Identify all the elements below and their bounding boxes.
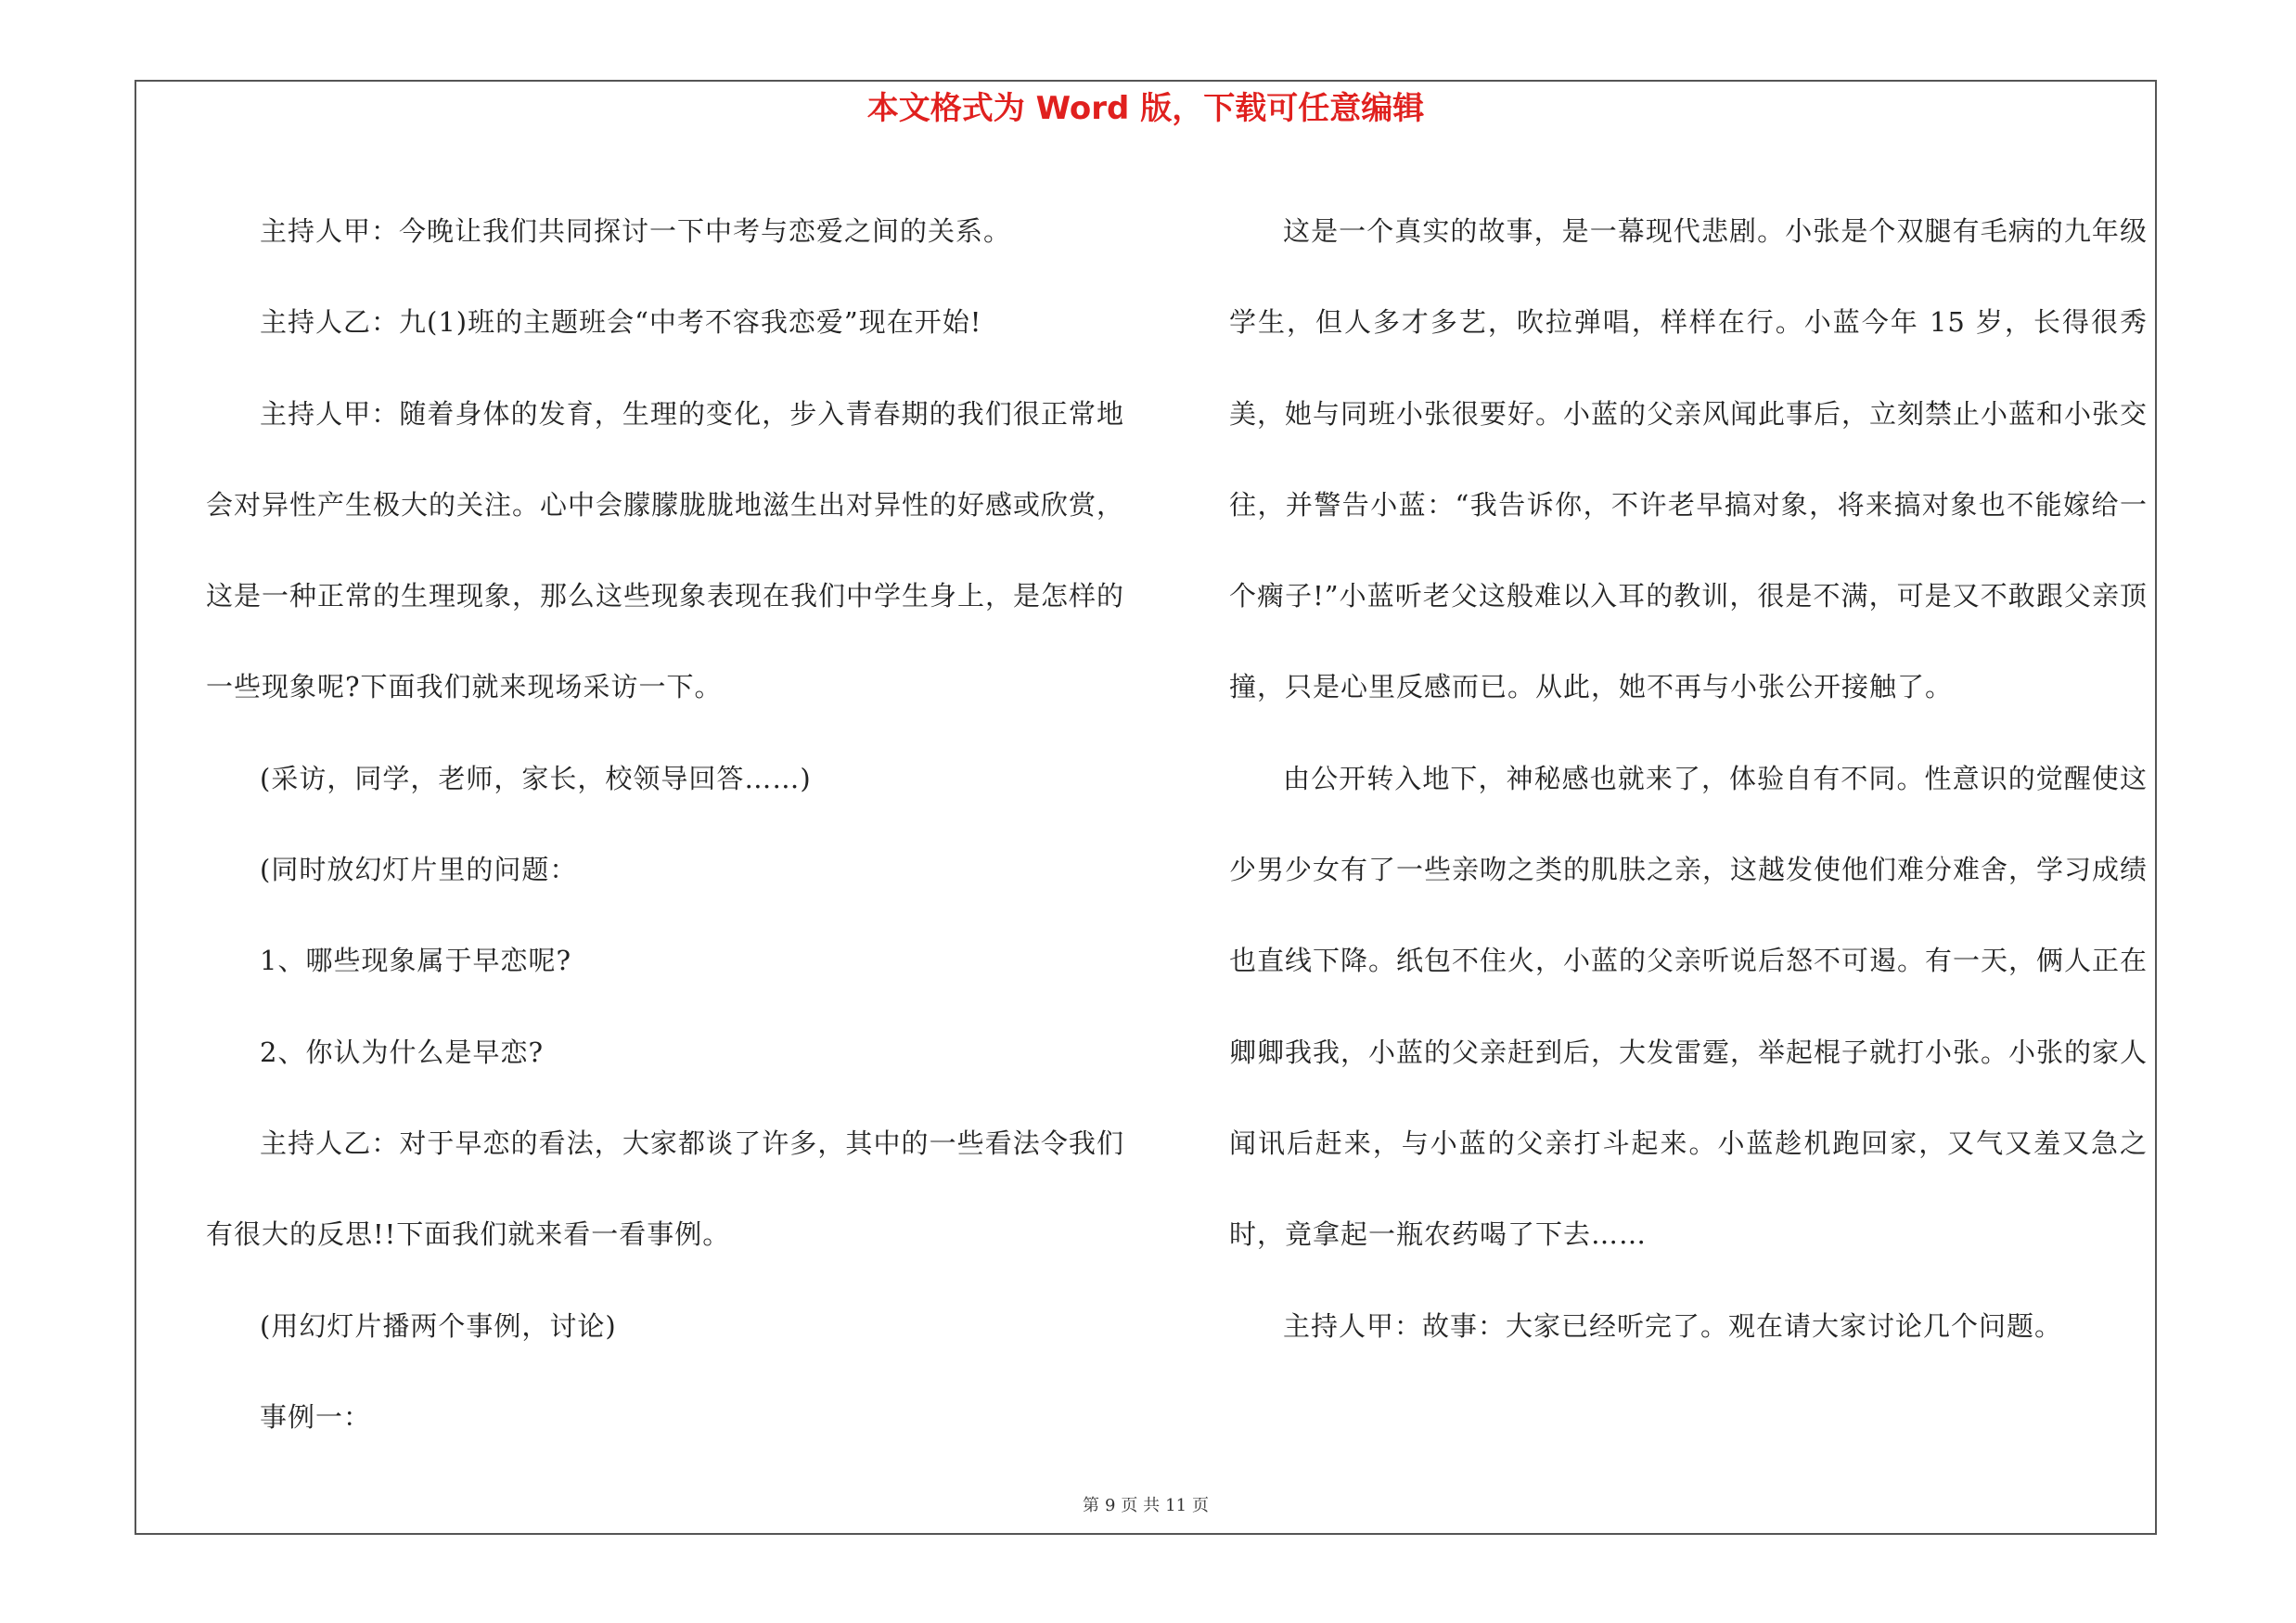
paragraph: (同时放幻灯片里的问题： <box>260 854 578 886</box>
page-footer <box>135 1494 2157 1518</box>
page-number: 9 <box>1104 1496 1116 1515</box>
paragraph: 主持人甲：故事：大家已经听完了。观在请大家讨论几个问题。 <box>1283 1309 2063 1342</box>
page-total: 11 <box>1165 1496 1187 1515</box>
paragraph: 2、你认为什么是早恋? <box>260 1036 544 1068</box>
right-column <box>1229 186 2148 1372</box>
left-column <box>206 186 1124 1462</box>
paragraph: (采访，同学，老师，家长，校领导回答……) <box>260 762 812 794</box>
header-banner: 本文格式为 Word 版，下载可任意编辑 <box>866 90 1425 127</box>
paragraph: 由公开转入地下，神秘感也就来了，体验自有不同。性意识的觉醒使这少男少女有了一些亲吻之类的肌肤之亲，这越发使他们难分难舍，学习成绩也直线下降。纸包不住火，小蓝的父亲听说后怒不可遏。有一天，俩人正在卿卿我我，小蓝的父亲赶到后，大发雷霆，举起棍子就打小张。小张的家人闻讯后赶来，与小蓝的父亲打斗起来。小蓝趁机跑回家，又气又羞又急之时，竟拿起一瓶农药喝了下去…… <box>1229 762 2148 1251</box>
paragraph: (用幻灯片播两个事例，讨论) <box>260 1309 617 1342</box>
paragraph: 1、哪些现象属于早恋呢? <box>260 945 571 977</box>
paragraph: 主持人乙：九(1)班的主题班会“中考不容我恋爱”现在开始! <box>260 306 982 339</box>
paragraph: 事例一： <box>260 1400 372 1433</box>
paragraph: 这是一个真实的故事，是一幕现代悲剧。小张是个双腿有毛病的九年级学生，但人多才多艺，吹拉弹唱，样样在行。小蓝今年 15 岁，长得很秀美，她与同班小张很要好。小蓝的父亲风闻此事后，立刻禁止小蓝和小张交往，并警告小蓝：“我告诉你，不许老早搞对象，将来搞对象也不能嫁给一个瘸子!”小蓝听老父这般难以入耳的教训，很是不满，可是又不敢跟父亲顶撞，只是心里反感而已。从此，她不再与小张公开接触了。 <box>1229 215 2148 703</box>
footer-mid: 页 共 <box>1121 1496 1161 1515</box>
paragraph: 主持人甲：随着身体的发育，生理的变化，步入青春期的我们很正常地会对异性产生极大的关注。心中会朦朦胧胧地滋生出对异性的好感或欣赏，这是一种正常的生理现象，那么这些现象表现在我们中学生身上，是怎样的一些现象呢?下面我们就来现场采访一下。 <box>206 397 1125 703</box>
footer-suffix: 页 <box>1192 1496 1210 1515</box>
paragraph: 主持人甲：今晚让我们共同探讨一下中考与恋爱之间的关系。 <box>260 215 1012 247</box>
paragraph: 主持人乙：对于早恋的看法，大家都谈了许多，其中的一些看法令我们有很大的反思!!下面我们就来看一看事例。 <box>206 1127 1124 1251</box>
footer-prefix: 第 <box>1082 1496 1099 1515</box>
